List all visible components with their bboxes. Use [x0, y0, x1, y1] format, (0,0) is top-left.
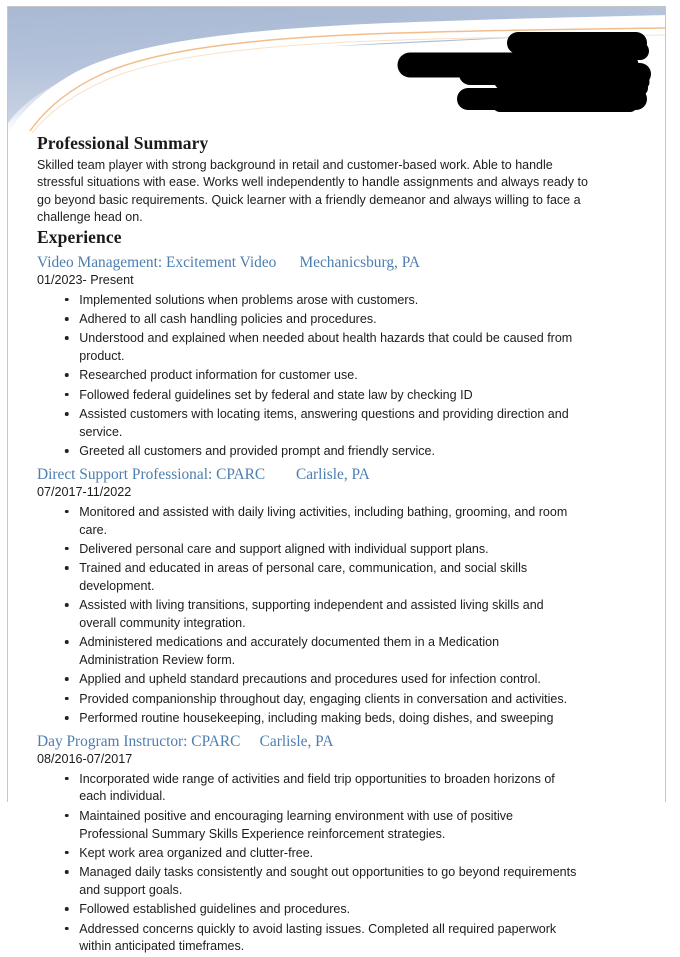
job-bullet: Adhered to all cash handling policies and procedures. — [37, 310, 579, 328]
professional-summary-heading: Professional Summary — [37, 133, 209, 153]
job-bullet: Monitored and assisted with daily living activities, including bathing, grooming, and room care. — [37, 503, 579, 539]
job-bullet-list — [37, 291, 637, 460]
job-bullet: Kept work area organized and clutter-free. — [37, 844, 579, 862]
resume-content — [37, 133, 637, 957]
experience-entry — [37, 465, 637, 727]
header-decoration — [8, 7, 666, 133]
job-bullet-list — [37, 770, 637, 955]
job-bullet-list — [37, 503, 637, 727]
job-title-row — [37, 253, 637, 272]
job-bullet: Trained and educated in areas of personal care, communication, and social skills development. — [37, 559, 579, 595]
job-bullet: Followed federal guidelines set by federal and state law by checking ID — [37, 386, 579, 404]
job-dates: 07/2017-11/2022 — [37, 485, 132, 500]
job-title: Direct Support Professional: CPARC — [37, 465, 266, 483]
job-bullet: Researched product information for customer use. — [37, 366, 579, 384]
job-bullet: Administered medications and accurately documented them in a Medication Administration Review form. — [37, 633, 579, 669]
job-bullet: Greeted all customers and provided prompt and friendly service. — [37, 442, 579, 460]
job-bullet: Addressed concerns quickly to avoid lasting issues. Completed all required paperwork within anticipated timeframes. — [37, 920, 579, 956]
job-bullet: Incorporated wide range of activities and field trip opportunities to broaden horizons of each individual. — [37, 770, 579, 806]
job-dates: 08/2016-07/2017 — [37, 752, 133, 767]
job-bullet: Performed routine housekeeping, including making beds, doing dishes, and sweeping — [37, 709, 579, 727]
job-bullet: Followed established guidelines and procedures. — [37, 900, 579, 918]
job-bullet: Assisted customers with locating items, answering questions and providing direction and service. — [37, 405, 579, 441]
job-title-row — [37, 465, 637, 484]
job-location: Carlisle, PA — [295, 465, 370, 483]
job-bullet: Implemented solutions when problems arose with customers. — [37, 291, 579, 309]
experience-heading: Experience — [37, 226, 122, 247]
job-title: Day Program Instructor: CPARC — [37, 732, 241, 750]
experience-entry — [37, 253, 637, 460]
job-bullet: Applied and upheld standard precautions and procedures used for infection control. — [37, 670, 579, 688]
job-dates: 01/2023- Present — [37, 273, 134, 288]
job-bullet: Provided companionship throughout day, engaging clients in conversation and activities. — [37, 690, 579, 708]
job-bullet: Assisted with living transitions, supporting independent and assisted living skills and overall community integration. — [37, 596, 579, 632]
job-location: Mechanicsburg, PA — [299, 253, 420, 271]
professional-summary-text: Skilled team player with strong background in retail and customer-based work. Able to handle stressful situations with ease. Works well independently to handle assignments and always ready to go beyond basic requirements. Quick learner with a friendly demeanor and always willing to face a challenge head on. — [37, 157, 588, 225]
job-location: Carlisle, PA — [259, 732, 334, 750]
job-bullet: Maintained positive and encouraging learning environment with use of positive Professional Summary Skills Experience reinforcement strategies. — [37, 807, 579, 843]
job-title-row — [37, 732, 637, 751]
job-bullet: Understood and explained when needed about health hazards that could be caused from product. — [37, 329, 579, 365]
job-bullet: Delivered personal care and support aligned with individual support plans. — [37, 540, 579, 558]
job-title: Video Management: Excitement Video — [37, 253, 277, 271]
experience-entry — [37, 732, 637, 955]
job-bullet: Managed daily tasks consistently and sought out opportunities to go beyond requirements and support goals. — [37, 863, 579, 899]
